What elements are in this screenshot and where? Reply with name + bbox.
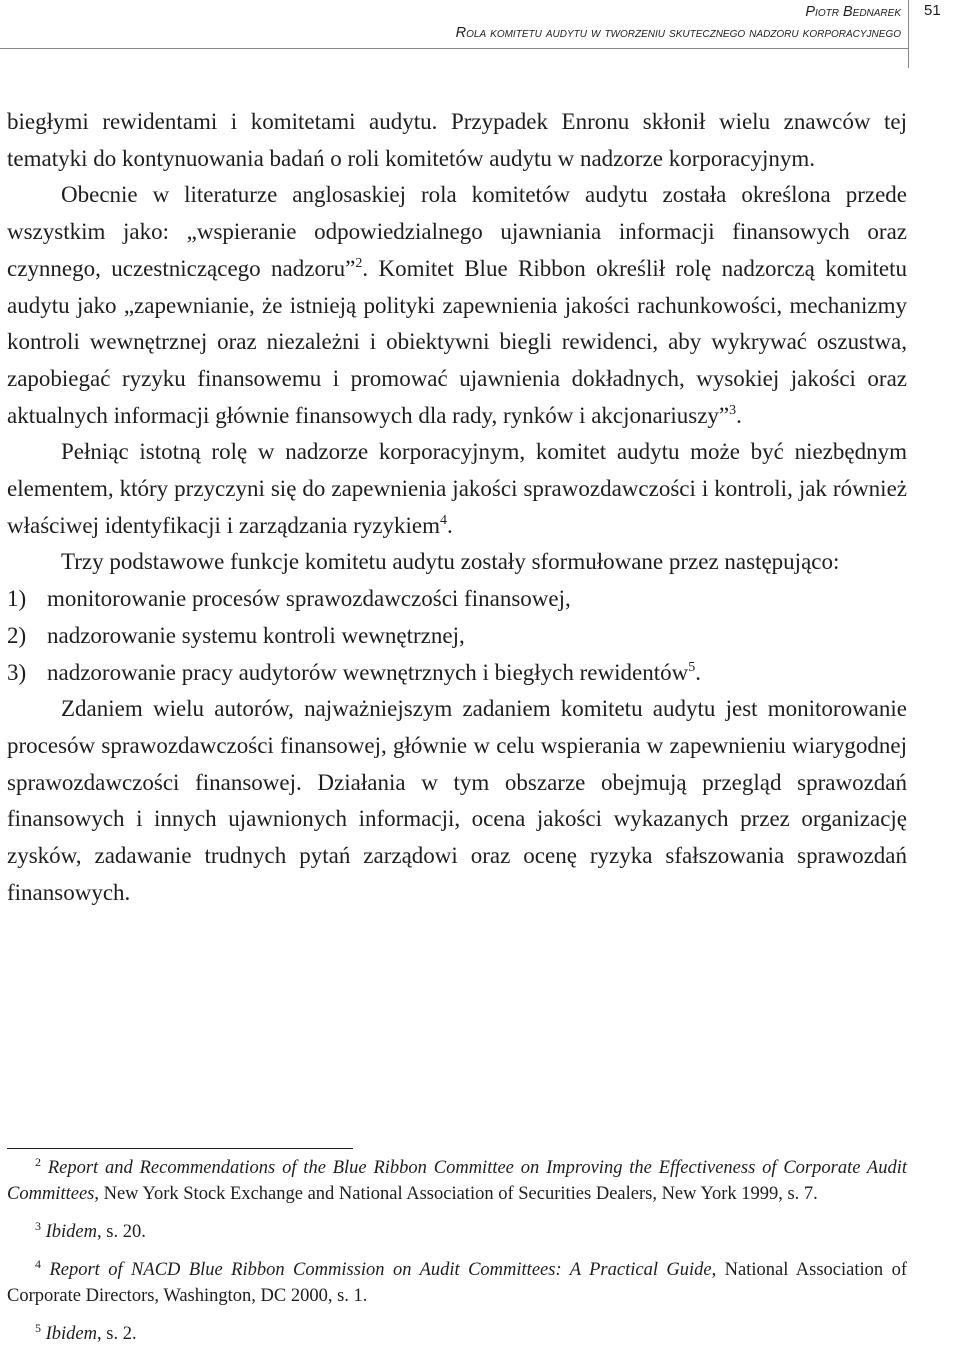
footnote-text: , National Association of Corporate Directors, Washington, DC 2000, s. 1. <box>7 1260 907 1306</box>
footnotes <box>7 1155 907 1359</box>
list-item <box>7 581 907 618</box>
header-title: Rola komitetu audytu w tworzeniu skutecznego nadzoru korporacyjnego <box>455 25 901 41</box>
list-item-number: 2) <box>7 622 27 648</box>
page-number: 51 <box>924 2 941 19</box>
footnote-title: Ibidem <box>45 1324 97 1344</box>
list-item <box>7 655 907 692</box>
paragraph-3-end: . <box>446 512 453 538</box>
header-text <box>456 2 901 44</box>
list-item-text-content: nadzorowanie pracy audytorów wewnętrznych i biegłych rewidentów <box>47 659 689 685</box>
header-vertical-rule <box>908 0 909 68</box>
header-rule <box>0 48 908 49</box>
paragraph-2-end: . <box>736 402 742 428</box>
footnote-title: Ibidem <box>45 1222 97 1242</box>
footnote-number: 2 <box>35 1155 41 1169</box>
paragraph-2 <box>7 177 907 434</box>
footnote-separator <box>7 1148 353 1149</box>
paragraph-2-text: Obecnie w literaturze anglosaskiej rola komitetów audytu została określona przede wszystkim jako: „wspieranie odpowiedzialnego ujawniania informacji finansowych oraz czynnego, uczestniczącego nadzoru” <box>7 182 907 281</box>
footnote-number: 5 <box>35 1321 41 1335</box>
paragraph-2-text-b: . Komitet Blue Ribbon określił rolę nadzorczą komitetu audytu jako „zapewnianie, że istnieją polityki zapewnienia jakości rachunkowości, mechanizmy kontroli wewnętrznej oraz niezależni i obiektywni biegli rewidenci, aby wykrywać oszustwa, zapobiegać ryzyku finansowemu i promować ujawnienia dokładnych, wysokiej jakości oraz aktualnych informacji głównie finansowych dla rady, rynków i akcjonariuszy” <box>7 255 907 428</box>
footnote-ref-4[interactable]: 4 <box>439 512 447 528</box>
footnote-ref-2[interactable]: 2 <box>355 255 363 271</box>
footnote-number: 4 <box>35 1257 41 1271</box>
list-item-end: . <box>695 659 701 685</box>
running-header <box>0 0 960 70</box>
list-item-text: nadzorowanie systemu kontroli wewnętrznej, <box>47 622 465 648</box>
list-item-number: 1) <box>7 586 27 612</box>
footnote-ref-3[interactable]: 3 <box>729 402 737 418</box>
functions-list <box>7 581 907 691</box>
paragraph-5: Zdaniem wielu autorów, najważniejszym zadaniem komitetu audytu jest monitorowanie procesów sprawozdawczości finansowej, głównie w celu wspierania w zapewnieniu wiarygodnej sprawozdawczości finansowej. Działania w tym obszarze obejmują przegląd sprawozdań finansowych i innych ujawnionych informacji, ocena jakości wykazanych przez organizację zysków, zadawanie trudnych pytań zarządowi oraz ocenę ryzyka sfałszowania sprawozdań finansowych. <box>7 696 907 905</box>
footnote-ref-5[interactable]: 5 <box>688 659 696 675</box>
paragraph-3 <box>7 434 907 544</box>
main-text <box>7 104 907 911</box>
list-item-text <box>47 655 701 692</box>
footnote-text: , s. 20. <box>97 1222 146 1242</box>
footnote <box>7 1219 907 1245</box>
footnote-number: 3 <box>35 1219 41 1233</box>
footnote-text: , New York Stock Exchange and National Association of Securities Dealers, New York 1999, s. 7. <box>94 1184 818 1204</box>
paragraph-3-text: Pełniąc istotną rolę w nadzorze korporacyjnym, komitet audytu może być niezbędnym elementem, który przyczyni się do zapewnienia jakości sprawozdawczości i kontroli, jak również właściwej identyfikacji i zarządzania ryzykiem <box>7 439 907 538</box>
list-item <box>7 618 907 655</box>
footnote <box>7 1257 907 1309</box>
paragraph-1: biegłymi rewidentami i komitetami audytu. Przypadek Enronu skłonił wielu znawców tej tematyki do kontynuowania badań o roli komitetów audytu w nadzorze korporacyjnym. <box>7 109 907 171</box>
list-item-number: 3) <box>7 659 27 685</box>
footnote-text: , s. 2. <box>97 1324 137 1344</box>
footnote <box>7 1155 907 1207</box>
header-author: Piotr Bednarek <box>805 4 901 20</box>
footnote <box>7 1321 907 1347</box>
footnote-title: Report of NACD Blue Ribbon Commission on Audit Committees: A Practical Guide <box>49 1260 712 1280</box>
list-item-text: monitorowanie procesów sprawozdawczości finansowej, <box>47 586 571 612</box>
footnote-title: Report and Recommendations of the Blue Ribbon Committee on Improving the Effectiveness of Corporate Audit Committees <box>7 1158 908 1204</box>
paragraph-4: Trzy podstawowe funkcje komitetu audytu zostały sformułowane przez następująco: <box>61 549 840 575</box>
